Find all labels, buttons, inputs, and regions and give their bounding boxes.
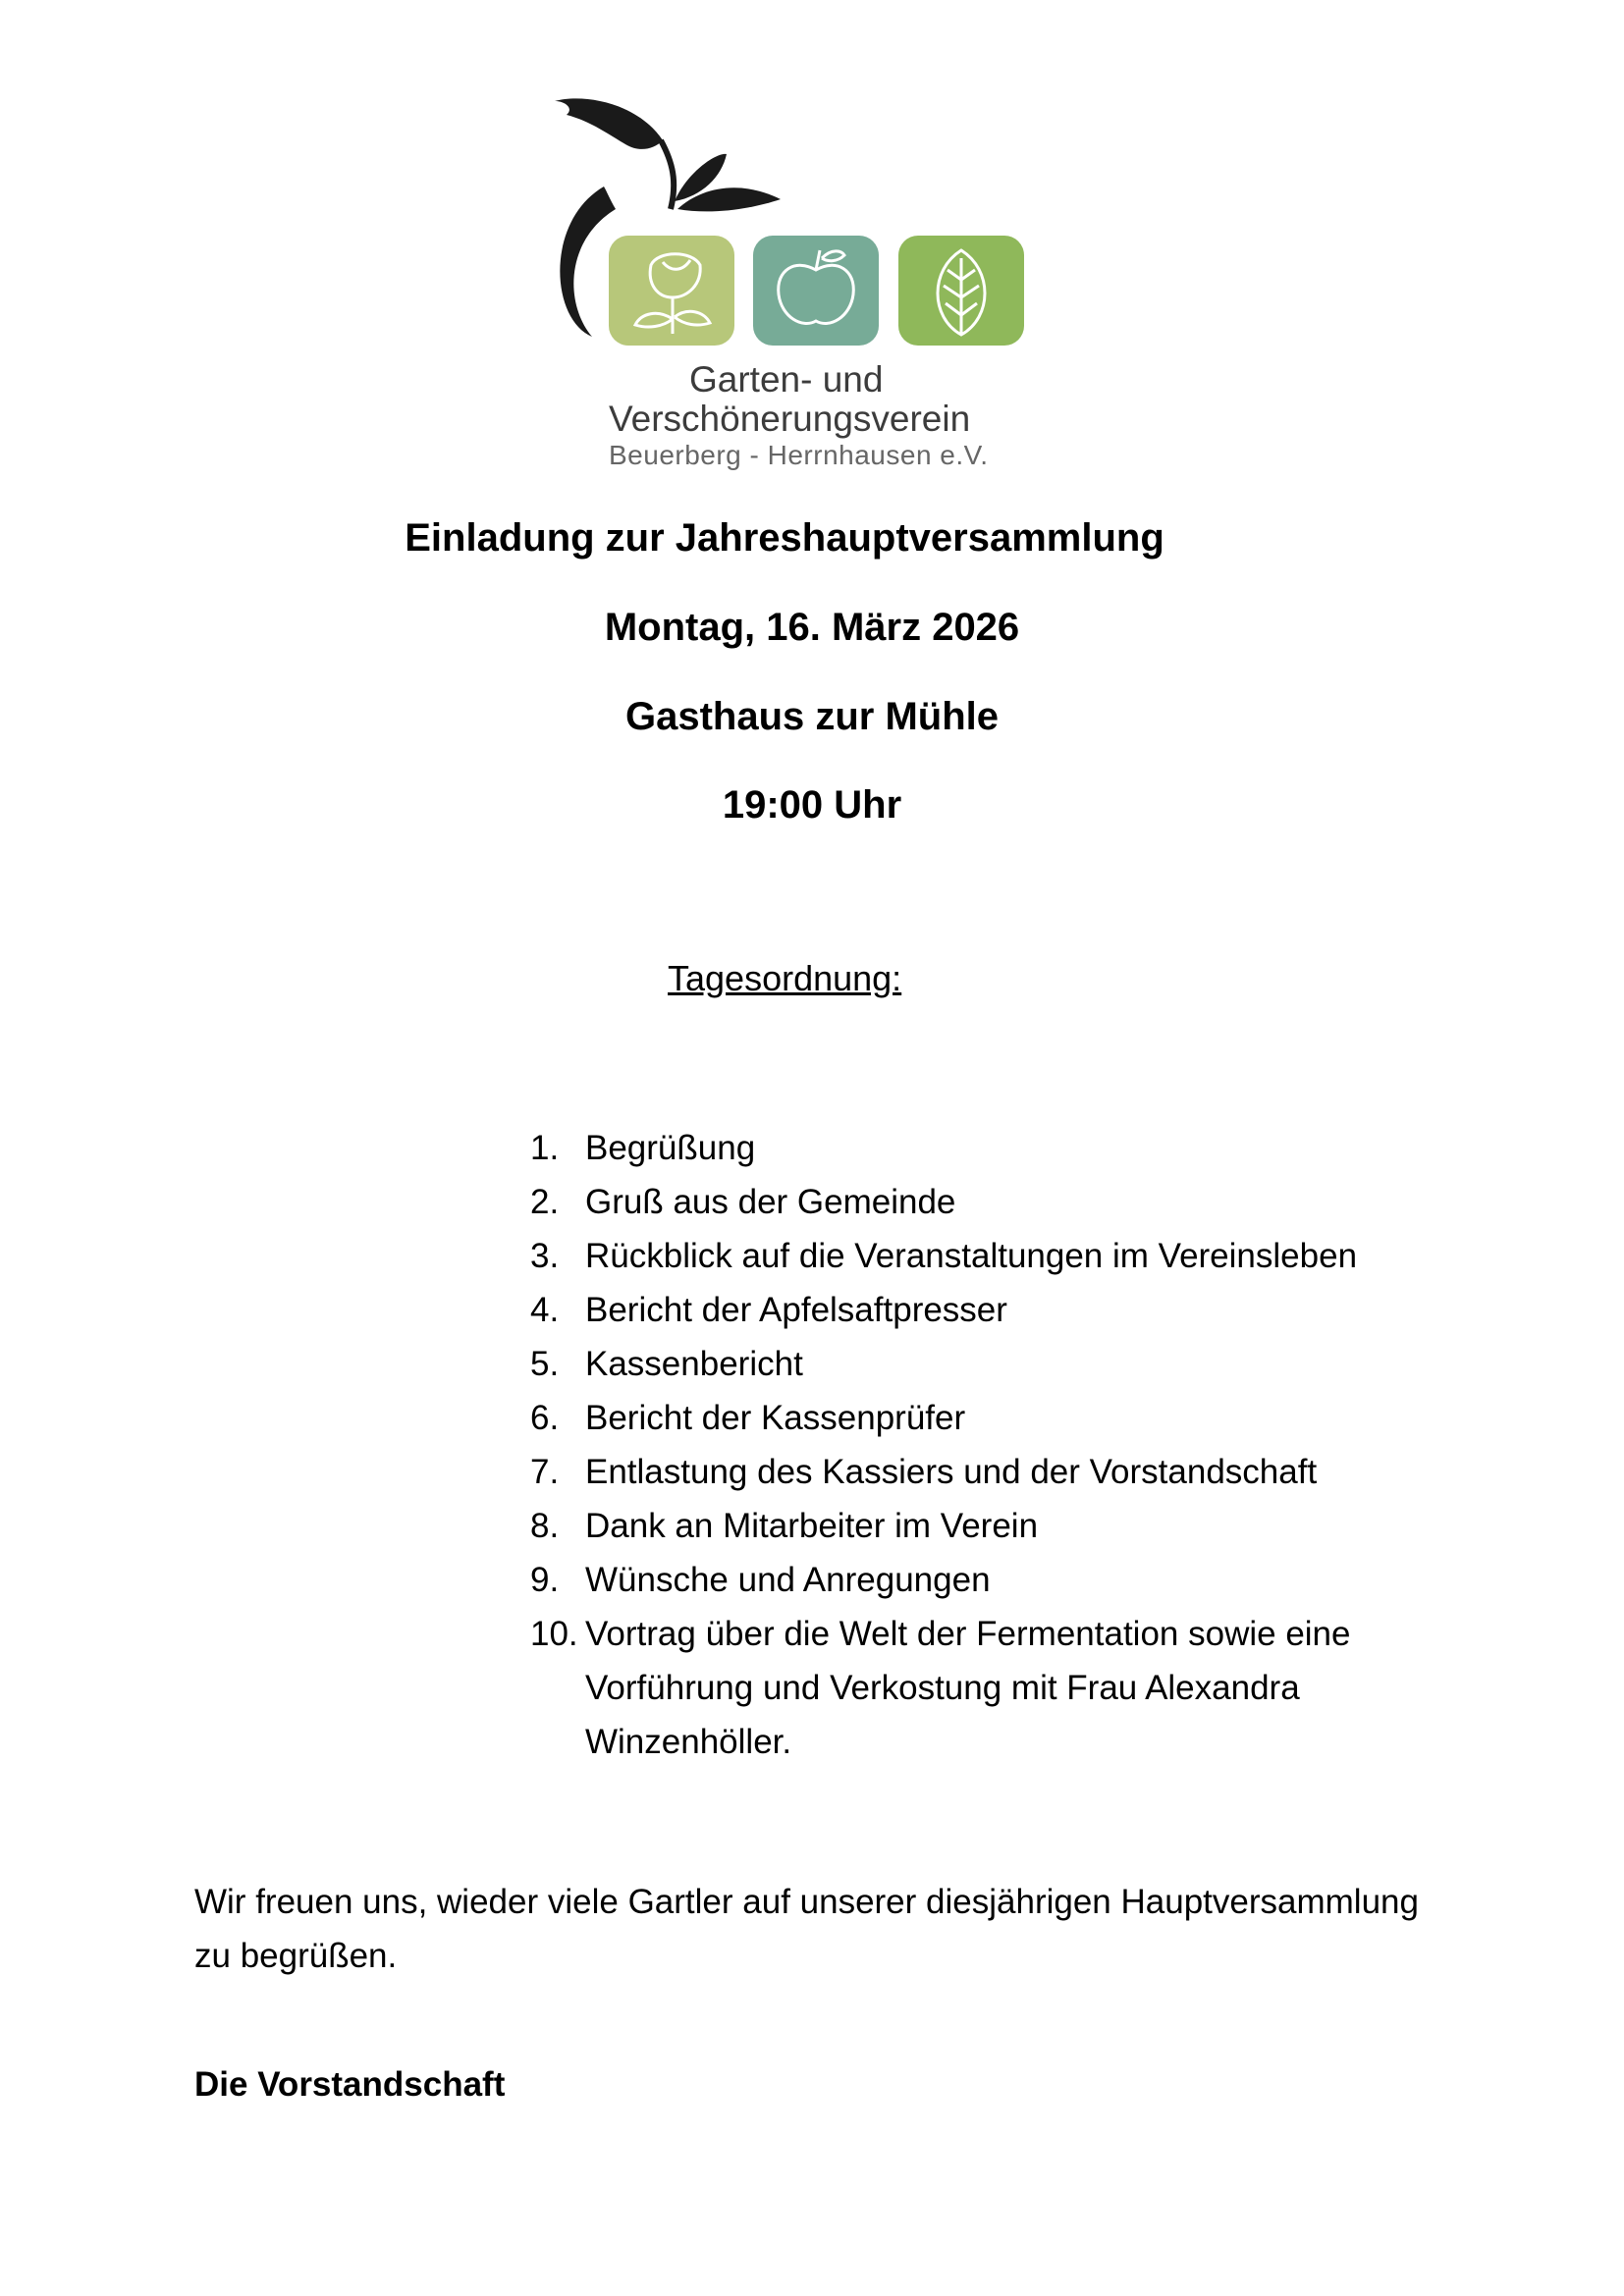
apple-tile: [753, 236, 879, 346]
agenda-item: [530, 1283, 1414, 1337]
closing-paragraph: [194, 1875, 1422, 1983]
agenda-item-text: Kassenbericht: [585, 1345, 803, 1383]
signature: Die Vorstandschaft: [194, 2065, 506, 2104]
rose-tile: [609, 236, 734, 346]
agenda-item-number: 4.: [530, 1291, 560, 1329]
agenda-list: [530, 1121, 1414, 1769]
agenda-item-text: Bericht der Apfelsaftpresser: [585, 1291, 1007, 1329]
apple-tile-background: [753, 236, 879, 346]
agenda-item-number: 6.: [530, 1399, 560, 1437]
logo-graphic: [545, 93, 1036, 348]
logo-line-2: Verschönerungsverein: [609, 399, 971, 439]
apple-arc-icon: [560, 187, 616, 337]
agenda-item-number: 3.: [530, 1237, 560, 1275]
agenda-item-number: 2.: [530, 1183, 560, 1221]
agenda-item: [530, 1337, 1414, 1391]
event-venue: Gasthaus zur Mühle: [624, 695, 1000, 738]
agenda-item-number: 10.: [530, 1615, 578, 1653]
invitation-title: Einladung zur Jahreshauptversammlung: [405, 516, 1164, 560]
agenda-item-text: Bericht der Kassenprüfer: [585, 1399, 966, 1437]
agenda-item: [530, 1175, 1414, 1229]
big-leaf-icon: [555, 98, 663, 149]
logo-line-1: Garten- und: [689, 359, 884, 400]
stem-icon: [661, 140, 674, 209]
closing-text: Wir freuen uns, wieder viele Gartler auf unserer diesjährigen Hauptversammlung zu begrüßen.: [194, 1883, 1419, 1975]
logo-line-3: Beuerberg - Herrnhausen e.V.: [609, 440, 989, 470]
agenda-item: [530, 1121, 1414, 1175]
club-logo: [545, 93, 1036, 486]
agenda-item-number: 7.: [530, 1453, 560, 1491]
agenda-item-number: 8.: [530, 1507, 560, 1545]
agenda-item: [530, 1553, 1414, 1607]
agenda-item-text: Gruß aus der Gemeinde: [585, 1183, 956, 1221]
agenda-item-text: Entlastung des Kassiers und der Vorstandschaft: [585, 1453, 1318, 1491]
agenda-item: [530, 1499, 1414, 1553]
agenda-item: [530, 1229, 1414, 1283]
agenda-item: [530, 1391, 1414, 1445]
agenda-item-text: Begrüßung: [585, 1129, 756, 1167]
event-time: 19:00 Uhr: [722, 783, 902, 827]
agenda-item: [530, 1445, 1414, 1499]
agenda-item-number: 5.: [530, 1345, 560, 1383]
agenda-item-number: 9.: [530, 1561, 560, 1599]
event-date: Montag, 16. März 2026: [604, 606, 1020, 649]
agenda-item: [530, 1607, 1414, 1769]
agenda-item-text: Rückblick auf die Veranstaltungen im Vereinsleben: [585, 1237, 1358, 1275]
logo-wordmark: [609, 360, 1041, 472]
agenda-heading: Tagesordnung:: [668, 958, 902, 998]
agenda-item-number: 1.: [530, 1129, 560, 1167]
agenda-item-text: Vortrag über die Welt der Fermentation sowie eine Vorführung und Verkostung mit Frau Alexandra Winzenhöller.: [585, 1615, 1351, 1761]
agenda-item-text: Wünsche und Anregungen: [585, 1561, 991, 1599]
leaf-tile: [898, 236, 1024, 346]
agenda-item-text: Dank an Mitarbeiter im Verein: [585, 1507, 1039, 1545]
